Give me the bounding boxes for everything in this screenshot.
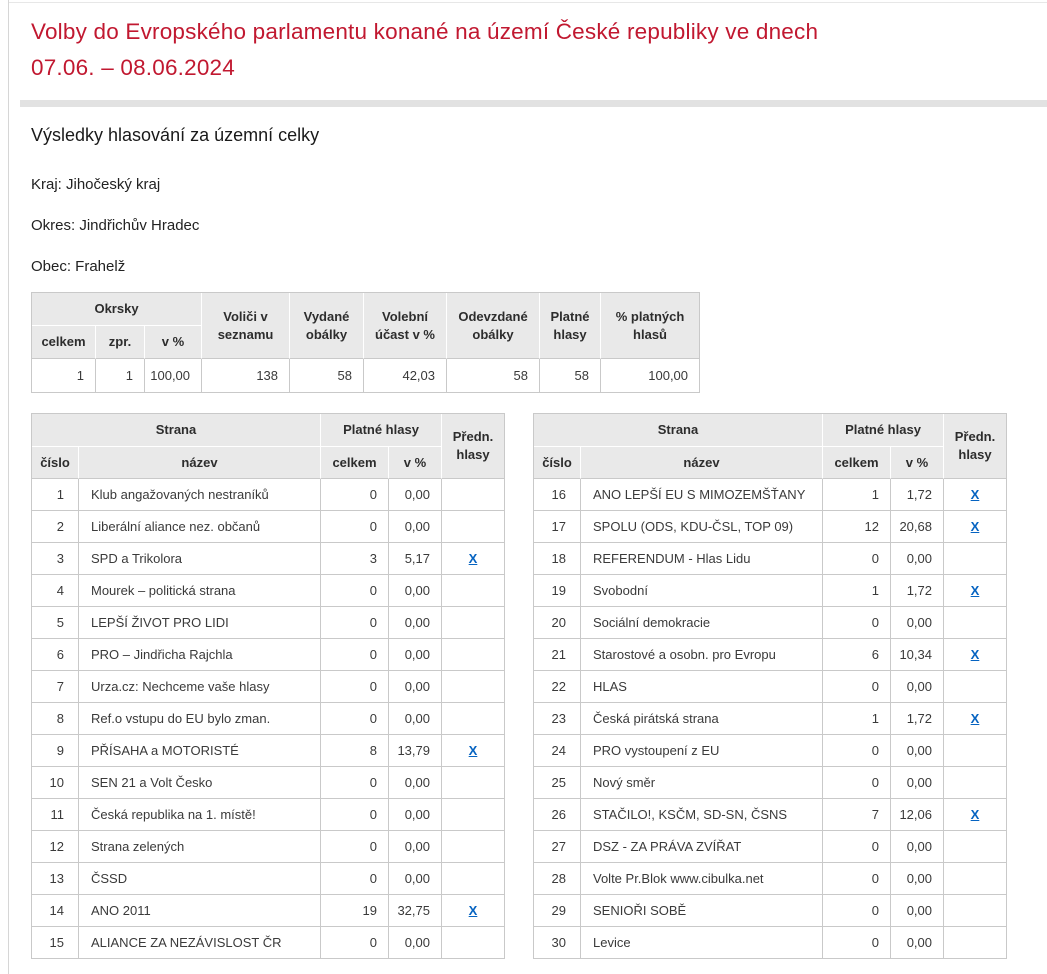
party-name: REFERENDUM - Hlas Lidu <box>581 543 823 575</box>
party-row <box>32 607 504 639</box>
party-votes-pct: 32,75 <box>389 895 442 927</box>
pref-votes-cell <box>944 927 1006 958</box>
party-number: 20 <box>534 607 581 639</box>
party-name: Nový směr <box>581 767 823 799</box>
page-title-line2: 07.06. – 08.06.2024 <box>31 55 235 80</box>
summary-value-okrsky-vpct: 100,00 <box>145 359 202 392</box>
summary-value-ucast: 42,03 <box>364 359 447 392</box>
pref-votes-link[interactable]: X <box>970 487 980 502</box>
party-number: 25 <box>534 767 581 799</box>
party-votes-total: 19 <box>321 895 389 927</box>
summary-table <box>31 292 700 393</box>
party-header-platne-hlasy: Platné hlasy <box>823 414 944 447</box>
summary-header-platne: Platné hlasy <box>540 293 601 359</box>
pref-votes-cell <box>442 863 504 895</box>
party-votes-total: 0 <box>823 767 891 799</box>
pref-votes-link[interactable]: X <box>970 807 980 822</box>
party-row <box>534 927 1006 958</box>
party-votes-pct: 0,00 <box>389 863 442 895</box>
party-name: Mourek – politická strana <box>79 575 321 607</box>
summary-data-row <box>32 359 699 392</box>
pref-votes-link[interactable]: X <box>970 647 980 662</box>
party-name: Urza.cz: Nechceme vaše hlasy <box>79 671 321 703</box>
party-votes-total: 12 <box>823 511 891 543</box>
party-number: 24 <box>534 735 581 767</box>
party-votes-total: 1 <box>823 575 891 607</box>
party-votes-total: 0 <box>321 863 389 895</box>
party-header-celkem: celkem <box>823 447 891 479</box>
party-votes-total: 0 <box>321 767 389 799</box>
party-votes-total: 0 <box>823 863 891 895</box>
party-row <box>534 831 1006 863</box>
pref-votes-cell <box>442 671 504 703</box>
party-name: HLAS <box>581 671 823 703</box>
party-name: Svobodní <box>581 575 823 607</box>
party-name: Volte Pr.Blok www.cibulka.net <box>581 863 823 895</box>
party-votes-total: 7 <box>823 799 891 831</box>
pref-votes-cell <box>944 703 1006 735</box>
region-okres: Okres: Jindřichův Hradec <box>31 217 200 234</box>
page-content <box>31 0 1016 959</box>
party-row <box>534 671 1006 703</box>
party-row <box>534 703 1006 735</box>
summary-header-volici: Voliči v seznamu <box>202 293 290 359</box>
party-number: 22 <box>534 671 581 703</box>
party-votes-pct: 0,00 <box>891 543 944 575</box>
page-title <box>31 14 1016 86</box>
party-votes-total: 0 <box>321 575 389 607</box>
party-row <box>534 767 1006 799</box>
party-name: Ref.o vstupu do EU bylo zman. <box>79 703 321 735</box>
pref-votes-cell <box>944 895 1006 927</box>
party-row <box>32 639 504 671</box>
party-number: 26 <box>534 799 581 831</box>
party-header-platne-hlasy: Platné hlasy <box>321 414 442 447</box>
party-row <box>32 543 504 575</box>
pref-votes-cell <box>442 479 504 511</box>
party-votes-pct: 0,00 <box>389 511 442 543</box>
party-votes-pct: 0,00 <box>389 927 442 958</box>
party-votes-pct: 0,00 <box>891 767 944 799</box>
party-votes-total: 0 <box>321 927 389 958</box>
summary-value-okrsky-zpr: 1 <box>96 359 145 392</box>
pref-votes-cell <box>442 575 504 607</box>
pref-votes-link[interactable]: X <box>970 519 980 534</box>
party-row <box>534 607 1006 639</box>
party-votes-pct: 0,00 <box>891 831 944 863</box>
pref-votes-cell <box>944 863 1006 895</box>
party-name: ANO 2011 <box>79 895 321 927</box>
party-header-strana: Strana <box>32 414 321 447</box>
party-votes-pct: 1,72 <box>891 703 944 735</box>
party-header-predn-hlasy: Předn. hlasy <box>944 414 1006 479</box>
summary-value-platne: 58 <box>540 359 601 392</box>
party-number: 7 <box>32 671 79 703</box>
party-votes-pct: 0,00 <box>891 735 944 767</box>
party-votes-total: 1 <box>823 479 891 511</box>
summary-header-vydane: Vydané obálky <box>290 293 364 359</box>
party-votes-pct: 12,06 <box>891 799 944 831</box>
party-votes-total: 0 <box>321 703 389 735</box>
party-votes-total: 6 <box>823 639 891 671</box>
party-row <box>534 479 1006 511</box>
party-votes-total: 0 <box>823 927 891 958</box>
party-row <box>32 767 504 799</box>
party-name: Klub angažovaných nestraníků <box>79 479 321 511</box>
summary-header-pct-platnych: % platných hlasů <box>601 293 699 359</box>
party-table-right <box>533 413 1007 959</box>
party-number: 3 <box>32 543 79 575</box>
summary-subheader-zpr: zpr. <box>96 326 145 359</box>
party-number: 14 <box>32 895 79 927</box>
party-row <box>534 511 1006 543</box>
party-votes-total: 0 <box>823 607 891 639</box>
party-header-vpct: v % <box>389 447 442 479</box>
party-name: LEPŠÍ ŽIVOT PRO LIDI <box>79 607 321 639</box>
party-votes-pct: 0,00 <box>891 607 944 639</box>
pref-votes-cell <box>944 767 1006 799</box>
party-number: 11 <box>32 799 79 831</box>
party-number: 2 <box>32 511 79 543</box>
party-name: SEN 21 a Volt Česko <box>79 767 321 799</box>
party-name: Strana zelených <box>79 831 321 863</box>
party-header-predn-hlasy: Předn. hlasy <box>442 414 504 479</box>
party-votes-pct: 0,00 <box>389 703 442 735</box>
party-row <box>32 863 504 895</box>
page-title-line1: Volby do Evropského parlamentu konané na území České republiky ve dnech <box>31 19 819 44</box>
party-tables-container <box>31 413 1016 959</box>
party-row <box>534 895 1006 927</box>
party-name: SPD a Trikolora <box>79 543 321 575</box>
pref-votes-cell <box>944 671 1006 703</box>
party-row <box>534 863 1006 895</box>
party-votes-total: 0 <box>321 799 389 831</box>
pref-votes-link[interactable]: X <box>970 583 980 598</box>
party-row <box>534 799 1006 831</box>
pref-votes-cell <box>442 767 504 799</box>
party-row <box>32 895 504 927</box>
party-name: SPOLU (ODS, KDU-ČSL, TOP 09) <box>581 511 823 543</box>
region-obec: Obec: Frahelž <box>31 258 126 275</box>
party-votes-pct: 0,00 <box>891 927 944 958</box>
party-votes-pct: 13,79 <box>389 735 442 767</box>
pref-votes-cell <box>442 543 504 575</box>
party-name: ČSSD <box>79 863 321 895</box>
party-votes-pct: 10,34 <box>891 639 944 671</box>
summary-value-volici: 138 <box>202 359 290 392</box>
party-name: PRO vystoupení z EU <box>581 735 823 767</box>
pref-votes-cell <box>442 639 504 671</box>
party-votes-total: 0 <box>823 543 891 575</box>
pref-votes-cell <box>442 607 504 639</box>
pref-votes-cell <box>944 607 1006 639</box>
summary-header-odevzdane: Odevzdané obálky <box>447 293 540 359</box>
pref-votes-link[interactable]: X <box>468 551 478 566</box>
party-row <box>32 831 504 863</box>
party-votes-total: 0 <box>321 511 389 543</box>
party-votes-total: 8 <box>321 735 389 767</box>
party-votes-total: 0 <box>823 831 891 863</box>
party-votes-pct: 0,00 <box>389 607 442 639</box>
party-number: 23 <box>534 703 581 735</box>
party-name: Starostové a osobn. pro Evropu <box>581 639 823 671</box>
party-votes-pct: 1,72 <box>891 575 944 607</box>
party-name: DSZ - ZA PRÁVA ZVÍŘAT <box>581 831 823 863</box>
party-number: 30 <box>534 927 581 958</box>
party-name: PŘÍSAHA a MOTORISTÉ <box>79 735 321 767</box>
summary-value-pct-platnych: 100,00 <box>601 359 699 392</box>
summary-subheader-celkem: celkem <box>32 326 96 359</box>
party-number: 16 <box>534 479 581 511</box>
party-name: STAČILO!, KSČM, SD-SN, ČSNS <box>581 799 823 831</box>
party-votes-total: 0 <box>823 895 891 927</box>
pref-votes-cell <box>944 575 1006 607</box>
party-row <box>32 799 504 831</box>
party-number: 12 <box>32 831 79 863</box>
pref-votes-cell <box>442 799 504 831</box>
pref-votes-link[interactable]: X <box>468 743 478 758</box>
party-number: 6 <box>32 639 79 671</box>
party-votes-total: 0 <box>321 671 389 703</box>
pref-votes-cell <box>944 799 1006 831</box>
party-number: 27 <box>534 831 581 863</box>
party-number: 10 <box>32 767 79 799</box>
party-number: 8 <box>32 703 79 735</box>
party-votes-pct: 0,00 <box>389 831 442 863</box>
party-number: 4 <box>32 575 79 607</box>
party-number: 9 <box>32 735 79 767</box>
party-name: ANO LEPŠÍ EU S MIMOZEMŠŤANY <box>581 479 823 511</box>
party-votes-pct: 5,17 <box>389 543 442 575</box>
party-number: 21 <box>534 639 581 671</box>
pref-votes-link[interactable]: X <box>970 711 980 726</box>
party-votes-pct: 0,00 <box>891 671 944 703</box>
region-kraj: Kraj: Jihočeský kraj <box>31 176 161 193</box>
party-number: 18 <box>534 543 581 575</box>
party-header-cislo: číslo <box>534 447 581 479</box>
pref-votes-cell <box>944 831 1006 863</box>
party-votes-pct: 0,00 <box>891 863 944 895</box>
party-number: 17 <box>534 511 581 543</box>
summary-header-okrsky: Okrsky <box>32 293 202 326</box>
party-row <box>32 671 504 703</box>
party-votes-total: 0 <box>321 831 389 863</box>
summary-value-okrsky-celkem: 1 <box>32 359 96 392</box>
party-votes-total: 0 <box>823 671 891 703</box>
pref-votes-cell <box>442 895 504 927</box>
party-votes-total: 1 <box>823 703 891 735</box>
party-name: Sociální demokracie <box>581 607 823 639</box>
party-votes-pct: 0,00 <box>389 671 442 703</box>
pref-votes-cell <box>442 703 504 735</box>
summary-value-odevzdane: 58 <box>447 359 540 392</box>
party-name: Česká republika na 1. místě! <box>79 799 321 831</box>
party-votes-total: 0 <box>321 639 389 671</box>
party-row <box>32 511 504 543</box>
party-row <box>32 575 504 607</box>
party-row <box>32 479 504 511</box>
party-number: 19 <box>534 575 581 607</box>
party-votes-pct: 0,00 <box>389 479 442 511</box>
pref-votes-cell <box>442 831 504 863</box>
party-row <box>32 927 504 958</box>
party-name: Liberální aliance nez. občanů <box>79 511 321 543</box>
party-header-nazev: název <box>79 447 321 479</box>
results-subtitle: Výsledky hlasování za územní celky <box>31 125 320 145</box>
party-number: 13 <box>32 863 79 895</box>
party-name: ALIANCE ZA NEZÁVISLOST ČR <box>79 927 321 958</box>
party-header-nazev: název <box>581 447 823 479</box>
party-votes-pct: 0,00 <box>389 767 442 799</box>
party-row <box>534 543 1006 575</box>
party-votes-pct: 0,00 <box>389 639 442 671</box>
pref-votes-cell <box>944 479 1006 511</box>
pref-votes-cell <box>442 735 504 767</box>
party-votes-total: 0 <box>823 735 891 767</box>
party-row <box>32 735 504 767</box>
pref-votes-cell <box>944 543 1006 575</box>
party-name: PRO – Jindřicha Rajchla <box>79 639 321 671</box>
pref-votes-cell <box>944 735 1006 767</box>
party-votes-pct: 20,68 <box>891 511 944 543</box>
party-row <box>534 735 1006 767</box>
party-row <box>534 575 1006 607</box>
party-number: 29 <box>534 895 581 927</box>
frame-border-vertical <box>8 0 9 974</box>
party-number: 15 <box>32 927 79 958</box>
party-votes-total: 0 <box>321 607 389 639</box>
pref-votes-link[interactable]: X <box>468 903 478 918</box>
summary-value-vydane: 58 <box>290 359 364 392</box>
pref-votes-cell <box>442 927 504 958</box>
party-table-left <box>31 413 505 959</box>
summary-subheader-vpct: v % <box>145 326 202 359</box>
pref-votes-cell <box>944 639 1006 671</box>
party-votes-total: 0 <box>321 479 389 511</box>
summary-header-ucast: Volební účast v % <box>364 293 447 359</box>
pref-votes-cell <box>944 511 1006 543</box>
party-votes-pct: 0,00 <box>389 575 442 607</box>
party-name: Levice <box>581 927 823 958</box>
party-number: 28 <box>534 863 581 895</box>
party-name: Česká pirátská strana <box>581 703 823 735</box>
party-number: 5 <box>32 607 79 639</box>
party-row <box>32 703 504 735</box>
party-votes-pct: 0,00 <box>891 895 944 927</box>
party-votes-pct: 1,72 <box>891 479 944 511</box>
party-votes-pct: 0,00 <box>389 799 442 831</box>
party-header-vpct: v % <box>891 447 944 479</box>
party-name: SENIOŘI SOBĚ <box>581 895 823 927</box>
party-header-strana: Strana <box>534 414 823 447</box>
pref-votes-cell <box>442 511 504 543</box>
section-divider <box>20 100 1047 107</box>
party-header-cislo: číslo <box>32 447 79 479</box>
party-votes-total: 3 <box>321 543 389 575</box>
party-header-celkem: celkem <box>321 447 389 479</box>
party-number: 1 <box>32 479 79 511</box>
party-row <box>534 639 1006 671</box>
